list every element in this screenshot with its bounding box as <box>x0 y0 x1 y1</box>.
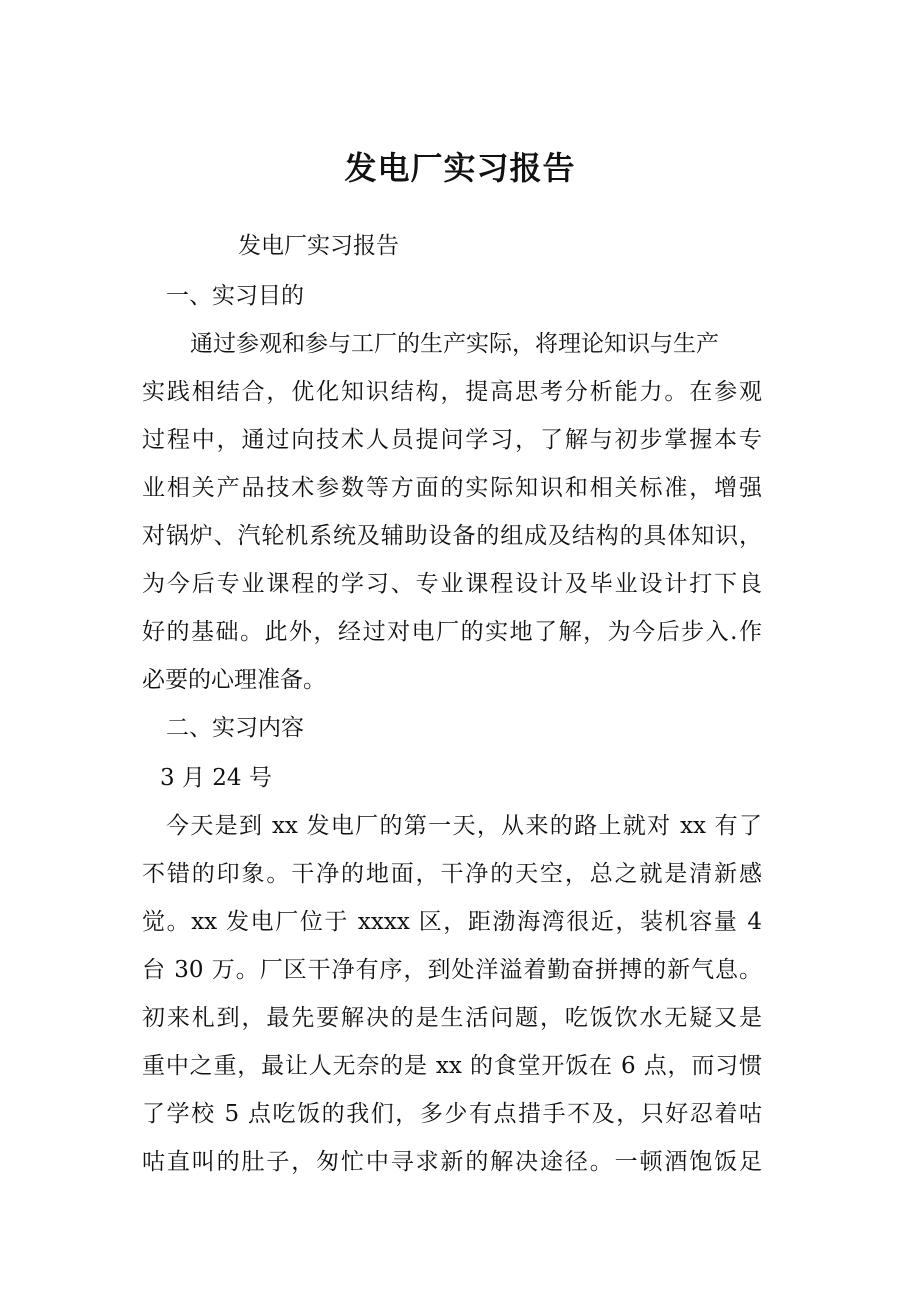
entry-date: 3 月 24 号 <box>160 765 272 791</box>
section-heading-content: 二、实习内容 <box>166 715 304 741</box>
paragraph-line: 好的基础。此外，经过对电厂的实地了解，为今后步入.作 <box>142 619 762 645</box>
subtitle: 发电厂实习报告 <box>238 233 399 259</box>
paragraph-line: 咕直叫的肚子，匆忙中寻求新的解决途径。一顿酒饱饭足 <box>142 1149 762 1175</box>
paragraph-line: 今天是到 xx 发电厂的第一天，从来的路上就对 xx 有了 <box>166 813 762 839</box>
paragraph-line: 通过参观和参与工厂的生产实际，将理论知识与生产 <box>190 331 719 357</box>
paragraph-line: 必要的心理准备。 <box>142 667 326 693</box>
paragraph-line: 初来札到，最先要解决的是生活问题，吃饭饮水无疑又是 <box>142 1005 762 1031</box>
paragraph-line: 对锅炉、汽轮机系统及辅助设备的组成及结构的具体知识， <box>142 523 762 549</box>
paragraph-line: 台 30 万。厂区干净有序，到处洋溢着勤奋拼搏的新气息。 <box>142 957 762 983</box>
paragraph-line: 为今后专业课程的学习、专业课程设计及毕业设计打下良 <box>142 571 762 597</box>
paragraph-line: 觉。xx 发电厂位于 xxxx 区，距渤海湾很近，装机容量 4 <box>142 909 762 935</box>
paragraph-line: 不错的印象。干净的地面，干净的天空，总之就是清新感 <box>142 861 762 887</box>
paragraph-line: 实践相结合，优化知识结构，提高思考分析能力。在参观 <box>142 379 762 405</box>
document-title: 发电厂实习报告 <box>344 149 576 187</box>
paragraph-line: 重中之重，最让人无奈的是 xx 的食堂开饭在 6 点，而习惯 <box>142 1053 762 1079</box>
section-heading-purpose: 一、实习目的 <box>166 283 304 309</box>
paragraph-line: 业相关产品技术参数等方面的实际知识和相关标准，增强 <box>142 475 762 501</box>
paragraph-line: 过程中，通过向技术人员提问学习，了解与初步掌握本专 <box>142 427 762 453</box>
paragraph-line: 了学校 5 点吃饭的我们，多少有点措手不及，只好忍着咕 <box>142 1101 762 1127</box>
